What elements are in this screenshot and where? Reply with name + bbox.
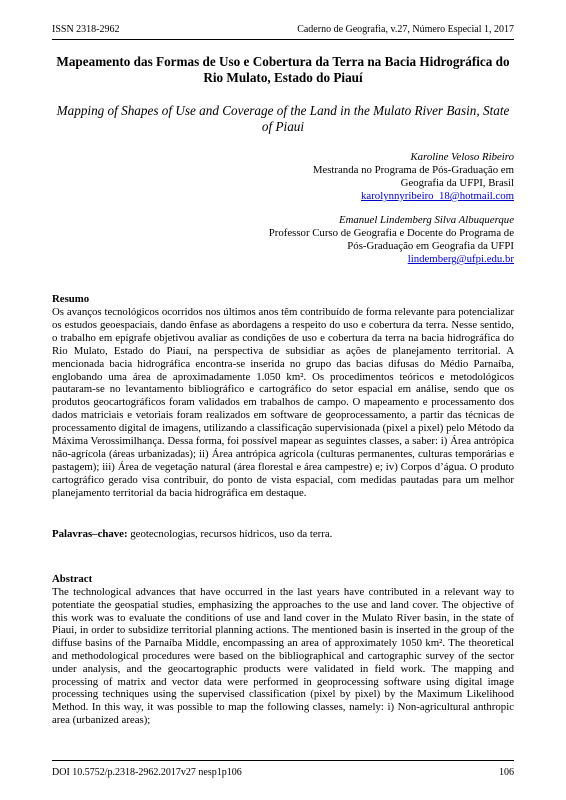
keywords-line [52,528,514,541]
author-name: Karoline Veloso Ribeiro [410,151,514,163]
paper-english-title: Mapping of Shapes of Use and Coverage of the Land in the Mulato River Basin, State of Piaui [56,103,510,134]
issn-label: ISSN 2318-2962 [52,24,120,35]
resumo-heading: Resumo [52,293,90,305]
author-affiliation: Mestranda no Programa de Pós-Graduação em [312,164,514,176]
page-number: 106 [499,767,514,778]
author-email-link[interactable]: lindemberg@ufpi.edu.br [407,253,514,265]
keywords-label: Palavras–chave: [52,528,128,540]
abstract-section [52,573,514,727]
author-block-2 [214,214,514,266]
author-affiliation: Professor Curso de Geografia e Docente do Programa de [268,227,514,239]
author-name: Emanuel Lindemberg Silva Albuquerque [338,214,514,226]
author-block-1 [214,151,514,203]
abstract-heading: Abstract [52,573,93,585]
author-affiliation: Geografia da UFPI, Brasil [400,177,514,189]
abstract-text: The technological advances that have occurred in the last years have contributed in a relevant way to potentiate the geospatial studies, emphasizing the approaches to the use and land cover. The objective of this work was to evaluate the conditions of use and land cover in the Mulato River basin, in the state of Piaui, in order to subsidize territorial planning actions. The mentioned basin is inserted in the group of the diffuse basins of the Parnaíba Middle, encompassing an area of approximately 1050 km². The theoretical and methodological procedures were based on the bibliographical and cartographic survey of the sector under analysis, and the geocartographic products were validated in field work. The mapping and processing of matrix and vector data were performed in geoprocessing software using digital image processing techniques using the supervised classification (pixel by pixel) by the Maximum Likelihood Method. In this way, it was possible to map the following classes, namely: i) Non-agricultural anthropic area (urbanized areas); [52,586,514,726]
page-footer [52,760,514,779]
running-header [52,24,514,40]
author-email-link[interactable]: karolynnyribeiro_18@hotmail.com [361,190,514,202]
paper-title: Mapeamento das Formas de Uso e Cobertura da Terra na Bacia Hidrográfica do Rio Mulato, Estado do Piauí [56,54,510,85]
doi-label: DOI 10.5752/p.2318-2962.2017v27 nesp1p106 [52,767,242,778]
journal-label: Caderno de Geografia, v.27, Número Especial 1, 2017 [297,24,514,35]
resumo-text: Os avanços tecnológicos ocorridos nos últimos anos têm contribuído de forma relevante para potencializar os estudos geoespaciais, dando ênfase as abordagens a respeito do uso e cobertura da terra. Nesse sentido, o trabalho em epígrafe objetivou avaliar as condições de uso e cobertura da terra na bacia hidrográfica do Rio Mulato, Estado do Piauí, na perspectiva de subsidiar as ações de planejamento territorial. A mencionada bacia hidrográfica encontra-se inserida no grupo das bacias difusas do Médio Parnaíba, englobando uma área de aproximadamente 1.050 km². Os procedimentos teóricos e metodológicos pautaram-se no levantamento bibliográfico e cartográfico do setor espacial em análise, sendo que os produtos geocartográficos foram validados em trabalhos de campo. O mapeamento e processamento dos dados matriciais e vetoriais foram realizados em software de geoprocessamento, a partir das técnicas de processamento digital de imagens, utilizando a classificação supervisionada (pixel a pixel) pelo Método da Máxima Verossimilhança. Dessa forma, foi possível mapear as seguintes classes, a saber: i) Área antrópica não-agrícola (áreas urbanizadas); ii) Área antrópica agrícola (culturas permanentes, culturas temporárias e pastagem); iii) Área de vegetação natural (área florestal e área campestre) e; iv) Corpos d’água. O produto cartográfico gerado visa contribuir, do ponto de vista espacial, com medidas pautadas para um melhor planejamento territorial da bacia hidrográfica em destaque. [52,306,514,499]
resumo-section [52,293,514,500]
keywords-text: geotecnologias, recursos hídricos, uso da terra. [127,528,333,540]
author-affiliation: Pós-Graduação em Geografia da UFPI [347,240,514,252]
